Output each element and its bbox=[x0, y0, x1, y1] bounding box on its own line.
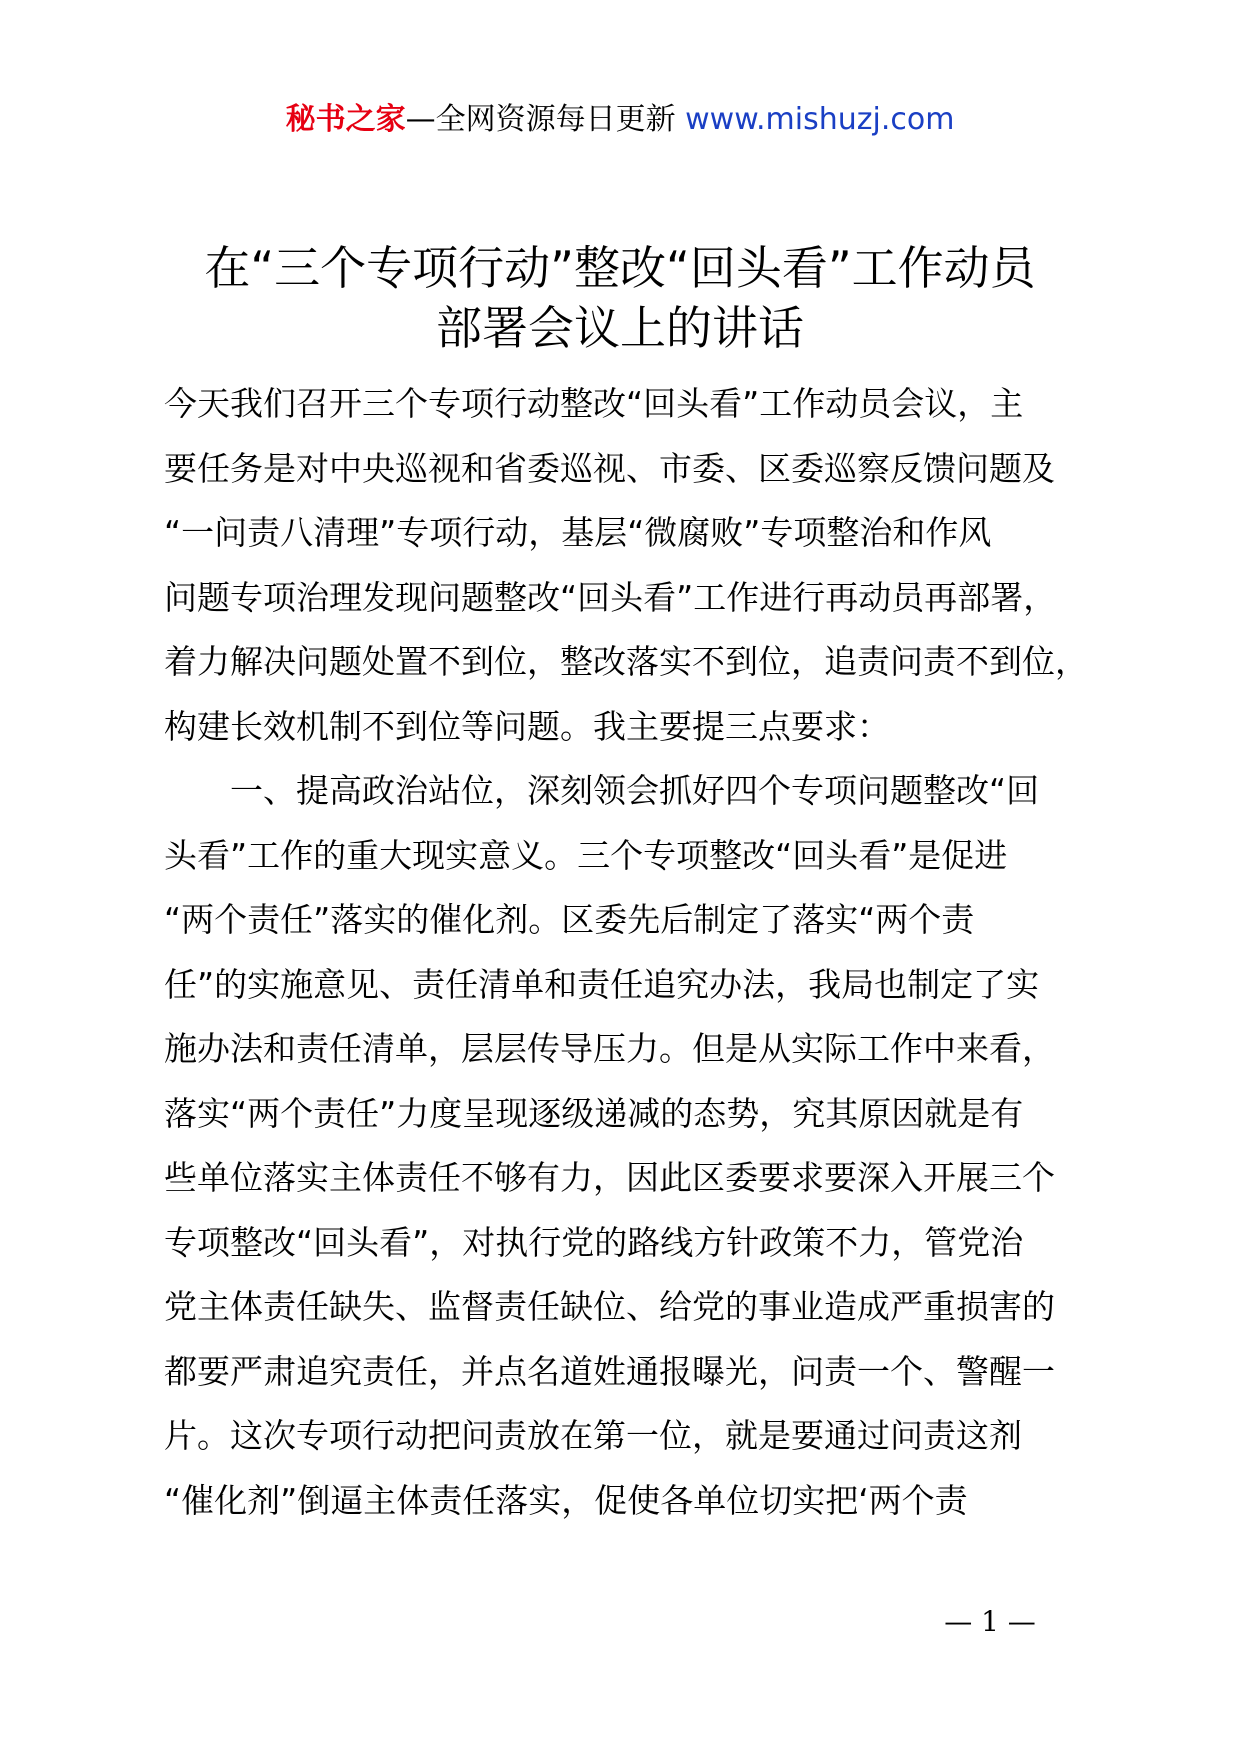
body-line: 都要严肃追究责任，并点名道姓通报曝光，问责一个、警醒一 bbox=[164, 1351, 1055, 1391]
document-body bbox=[164, 372, 1088, 1533]
body-line: 任”的实施意见、责任清单和责任追究办法，我局也制定了实 bbox=[164, 964, 1040, 1004]
site-header bbox=[0, 100, 1240, 140]
body-line: 今天我们召开三个专项行动整改“回头看”工作动员会议，主 bbox=[164, 384, 1024, 423]
body-line: 问题专项治理发现问题整改“回头看”工作进行再动员再部署， bbox=[164, 577, 1057, 617]
body-line: 着力解决问题处置不到位，整改落实不到位，追责问责不到位， bbox=[164, 642, 1088, 681]
document-title bbox=[150, 238, 1090, 358]
body-line: “催化剂”倒逼主体责任落实，促使各单位切实把‘两个责 bbox=[164, 1480, 968, 1520]
body-line: “两个责任”落实的催化剂。区委先后制定了落实“两个责 bbox=[164, 900, 975, 939]
title-line: 部署会议上的讲话 bbox=[436, 301, 804, 355]
page-number: — 1 — bbox=[944, 1605, 1036, 1638]
title-line: 在“三个专项行动”整改“回头看”工作动员 bbox=[204, 241, 1036, 295]
body-line: 些单位落实主体责任不够有力，因此区委要求要深入开展三个 bbox=[164, 1158, 1055, 1197]
body-line: 党主体责任缺失、监督责任缺位、给党的事业造成严重损害的 bbox=[164, 1287, 1055, 1326]
site-slogan: —全网资源每日更新 bbox=[405, 102, 676, 137]
body-line: 施办法和责任清单，层层传导压力。但是从实际工作中来看， bbox=[164, 1029, 1055, 1068]
body-line: 落实“两个责任”力度呈现逐级递减的态势，究其原因就是有 bbox=[164, 1093, 1024, 1133]
body-line: “一问责八清理”专项行动，基层“微腐败”专项整治和作风 bbox=[164, 513, 992, 552]
site-brand: 秘书之家 bbox=[285, 102, 406, 137]
section-heading-line: 一、提高政治站位，深刻领会抓好四个专项问题整改“回 bbox=[230, 771, 1040, 810]
body-line: 专项整改“回头看”，对执行党的路线方针政策不力，管党治 bbox=[164, 1222, 1024, 1262]
body-line: 头看”工作的重大现实意义。三个专项整改“回头看”是促进 bbox=[164, 835, 1008, 875]
site-url[interactable]: www.mishuzj.com bbox=[685, 102, 955, 137]
body-line: 构建长效机制不到位等问题。我主要提三点要求： bbox=[164, 706, 890, 746]
body-line: 要任务是对中央巡视和省委巡视、市委、区委巡察反馈问题及 bbox=[164, 448, 1055, 488]
body-line: 片。这次专项行动把问责放在第一位，就是要通过问责这剂 bbox=[164, 1416, 1022, 1455]
